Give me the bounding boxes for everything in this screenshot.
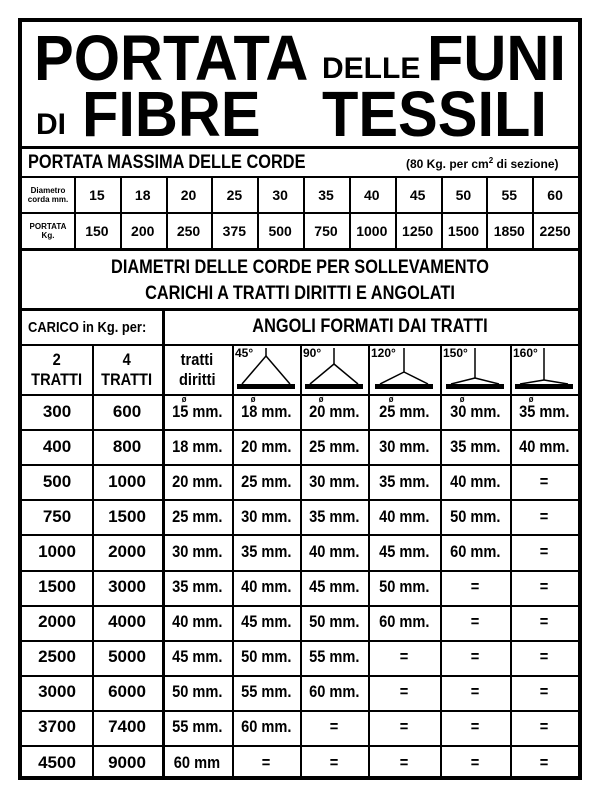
load-4-tratti: 6000 xyxy=(108,682,146,702)
diameter-cell: 30 mm. xyxy=(308,471,360,491)
load-4-tratti: 9000 xyxy=(108,752,146,772)
diameter-cell: 35 mm. ø xyxy=(518,393,570,421)
load-4-tratti: 7400 xyxy=(108,717,146,737)
diameter-cell: 18 mm. xyxy=(171,436,223,456)
diameter-cell: 60 mm. xyxy=(378,612,430,632)
diameter-value: 30 xyxy=(272,186,288,203)
load-2-tratti: 2500 xyxy=(38,647,76,667)
title-portata: PORTATA xyxy=(34,22,309,94)
diameter-cell: 50 mm. xyxy=(240,647,292,667)
sign-title xyxy=(22,22,578,150)
title-delle: DELLE xyxy=(322,52,421,85)
load-4-tratti: 4000 xyxy=(108,612,146,632)
diameter-cell: 30 mm. xyxy=(171,541,223,561)
load-value: 250 xyxy=(176,222,201,239)
load-value: 200 xyxy=(131,222,155,239)
diameter-cell: 40 mm. xyxy=(449,471,501,491)
load-2-tratti: 400 xyxy=(42,436,72,456)
diameter-cell: = xyxy=(539,682,549,702)
capacity-note: (80 Kg. per $cm^2$ di sezione) xyxy=(406,156,559,171)
load-2-tratti: 500 xyxy=(42,471,72,491)
diameter-cell: 55 mm. xyxy=(308,647,360,667)
load-4-tratti: 600 xyxy=(112,401,142,421)
load-2-tratti: 3000 xyxy=(38,682,76,702)
header-2-tratti: 2 TRATTI xyxy=(31,350,83,389)
diameter-cell: = xyxy=(539,506,549,526)
diameter-cell: 30 mm. xyxy=(378,436,430,456)
diameter-cell: = xyxy=(470,577,480,597)
load-2-tratti: 3700 xyxy=(38,717,76,737)
diameter-cell: = xyxy=(399,752,409,772)
diameter-cell: 60 mm. xyxy=(240,717,292,737)
diameter-cell: 35 mm. xyxy=(240,541,292,561)
load-value: 1000 xyxy=(356,222,388,239)
diameter-cell: 50 mm. xyxy=(449,506,501,526)
angle-diagram-2 xyxy=(300,344,368,394)
diameter-cell: 55 mm. xyxy=(240,682,292,702)
diameter-cell: 40 mm. xyxy=(308,541,360,561)
title-tessili: TESSILI xyxy=(322,78,547,150)
diameter-cell: 45 mm. xyxy=(171,647,223,667)
diameter-cell: = xyxy=(539,647,549,667)
portata-label: PORTATA Kg. xyxy=(29,221,67,240)
angle-label: 45° xyxy=(235,346,254,360)
diameter-cell: = xyxy=(261,752,271,772)
diameter-cell: = xyxy=(470,647,480,667)
diameter-cell: 50 mm. xyxy=(308,612,360,632)
angle-diagram-3 xyxy=(368,344,440,394)
diameter-cell: = xyxy=(399,682,409,702)
load-2-tratti: 4500 xyxy=(38,752,76,772)
diameter-cell: 18 mm. ø xyxy=(240,393,292,421)
angle-label: 150° xyxy=(443,346,468,360)
diameter-cell: 55 mm. xyxy=(171,717,223,737)
rope-capacity-sign xyxy=(18,18,582,780)
angle-label: 120° xyxy=(371,346,396,360)
divider xyxy=(22,146,578,149)
diameter-cell: 50 mm. xyxy=(378,577,430,597)
diameter-cell: = xyxy=(470,752,480,772)
diameter-cell: 20 mm. xyxy=(240,436,292,456)
diameter-cell: 30 mm. ø xyxy=(449,393,501,421)
diameter-cell: = xyxy=(470,717,480,737)
angle-label: 90° xyxy=(303,346,322,360)
diameter-cell: 35 mm. xyxy=(449,436,501,456)
carico-label: CARICO in Kg. per: xyxy=(28,319,147,336)
angle-diagram-5 xyxy=(510,344,578,394)
diameter-cell: 45 mm. xyxy=(240,612,292,632)
diameter-cell: = xyxy=(399,717,409,737)
divider xyxy=(22,248,578,251)
diameter-cell: 35 mm. xyxy=(378,471,430,491)
diameter-cell: 40 mm. xyxy=(378,506,430,526)
diameter-cell: 45 mm. xyxy=(378,541,430,561)
load-4-tratti: 5000 xyxy=(108,647,146,667)
diameter-cell: 30 mm. xyxy=(240,506,292,526)
angoli-label: ANGOLI FORMATI DAI TRATTI xyxy=(252,316,488,337)
load-2-tratti: 300 xyxy=(42,401,72,421)
diameter-cell: = xyxy=(539,612,549,632)
diameter-cell: 25 mm. xyxy=(308,436,360,456)
angle-diagram-4 xyxy=(440,344,510,394)
diameter-value: 40 xyxy=(364,186,380,203)
diameter-value: 35 xyxy=(318,186,334,203)
title-funi: FUNI xyxy=(427,22,566,94)
title-fibre: FIBRE xyxy=(82,78,261,150)
diameter-cell: = xyxy=(470,682,480,702)
title-di: DI xyxy=(36,108,66,141)
header-4-tratti: 4 TRATTI xyxy=(101,350,153,389)
diameter-cell: = xyxy=(539,471,549,491)
diameter-value: 50 xyxy=(455,186,472,203)
load-4-tratti: 2000 xyxy=(108,541,146,561)
load-4-tratti: 1500 xyxy=(108,506,146,526)
load-4-tratti: 3000 xyxy=(108,577,146,597)
diameter-value: 15 xyxy=(89,186,105,203)
load-value: 1250 xyxy=(402,222,434,239)
diameter-value: 25 xyxy=(226,186,243,203)
diameter-cell: = xyxy=(539,577,549,597)
diameter-cell: = xyxy=(539,717,549,737)
capacity-heading: PORTATA MASSIMA DELLE CORDE xyxy=(28,152,306,173)
diameter-cell: = xyxy=(470,612,480,632)
load-2-tratti: 750 xyxy=(42,506,72,526)
diameter-cell: = xyxy=(539,541,549,561)
diameter-cell: 25 mm. ø xyxy=(378,393,430,421)
diameter-value: 20 xyxy=(180,186,197,203)
diameter-cell: 35 mm. xyxy=(308,506,360,526)
diameter-cell: = xyxy=(539,752,549,772)
diameter-cell: 25 mm. xyxy=(240,471,292,491)
load-value: 2250 xyxy=(539,222,571,239)
angle-diagram-1 xyxy=(232,344,300,394)
load-4-tratti: 1000 xyxy=(108,471,146,491)
diameter-value: 18 xyxy=(134,186,151,203)
header-tratti-diritti: tratti diritti xyxy=(178,350,216,389)
diameter-cell: = xyxy=(329,717,339,737)
diameter-cell: 50 mm. xyxy=(171,682,223,702)
diameter-cell: 35 mm. xyxy=(171,577,223,597)
diameter-value: 60 xyxy=(547,186,563,203)
load-2-tratti: 1500 xyxy=(38,577,76,597)
load-4-tratti: 800 xyxy=(112,436,142,456)
diameter-cell: 40 mm. xyxy=(171,612,223,632)
load-value: 375 xyxy=(222,222,247,239)
diameter-cell: 40 mm. xyxy=(518,436,570,456)
diameter-cell: 45 mm. xyxy=(308,577,360,597)
diameter-cell: 60 mm. xyxy=(308,682,360,702)
load-2-tratti: 2000 xyxy=(38,612,76,632)
load-value: 150 xyxy=(85,222,109,239)
diameter-cell: 25 mm. xyxy=(171,506,223,526)
load-value: 500 xyxy=(268,222,292,239)
load-2-tratti: 1000 xyxy=(38,541,76,561)
diameter-cell: 60 mm. xyxy=(449,541,501,561)
diameter-label: Diametro corda mm. xyxy=(27,185,69,204)
load-value: 750 xyxy=(314,222,338,239)
diameter-cell: 20 mm. ø xyxy=(308,393,360,421)
diameter-value: 55 xyxy=(501,186,518,203)
diameter-cell: 15 mm. ø xyxy=(171,393,223,421)
load-value: 1850 xyxy=(493,222,525,239)
diameter-cell: 20 mm. xyxy=(171,471,223,491)
angle-label: 160° xyxy=(513,346,538,360)
diameter-cell: 40 mm. xyxy=(240,577,292,597)
section2-line1: DIAMETRI DELLE CORDE PER SOLLEVAMENTO xyxy=(111,257,489,278)
diameter-cell: = xyxy=(329,752,339,772)
section2-line2: CARICHI A TRATTI DIRITTI E ANGOLATI xyxy=(145,283,455,304)
load-value: 1500 xyxy=(447,222,480,239)
diameter-cell: = xyxy=(399,647,409,667)
divider xyxy=(22,308,578,311)
diameter-value: 45 xyxy=(409,186,426,203)
diameter-cell: 60 mm xyxy=(173,752,221,772)
